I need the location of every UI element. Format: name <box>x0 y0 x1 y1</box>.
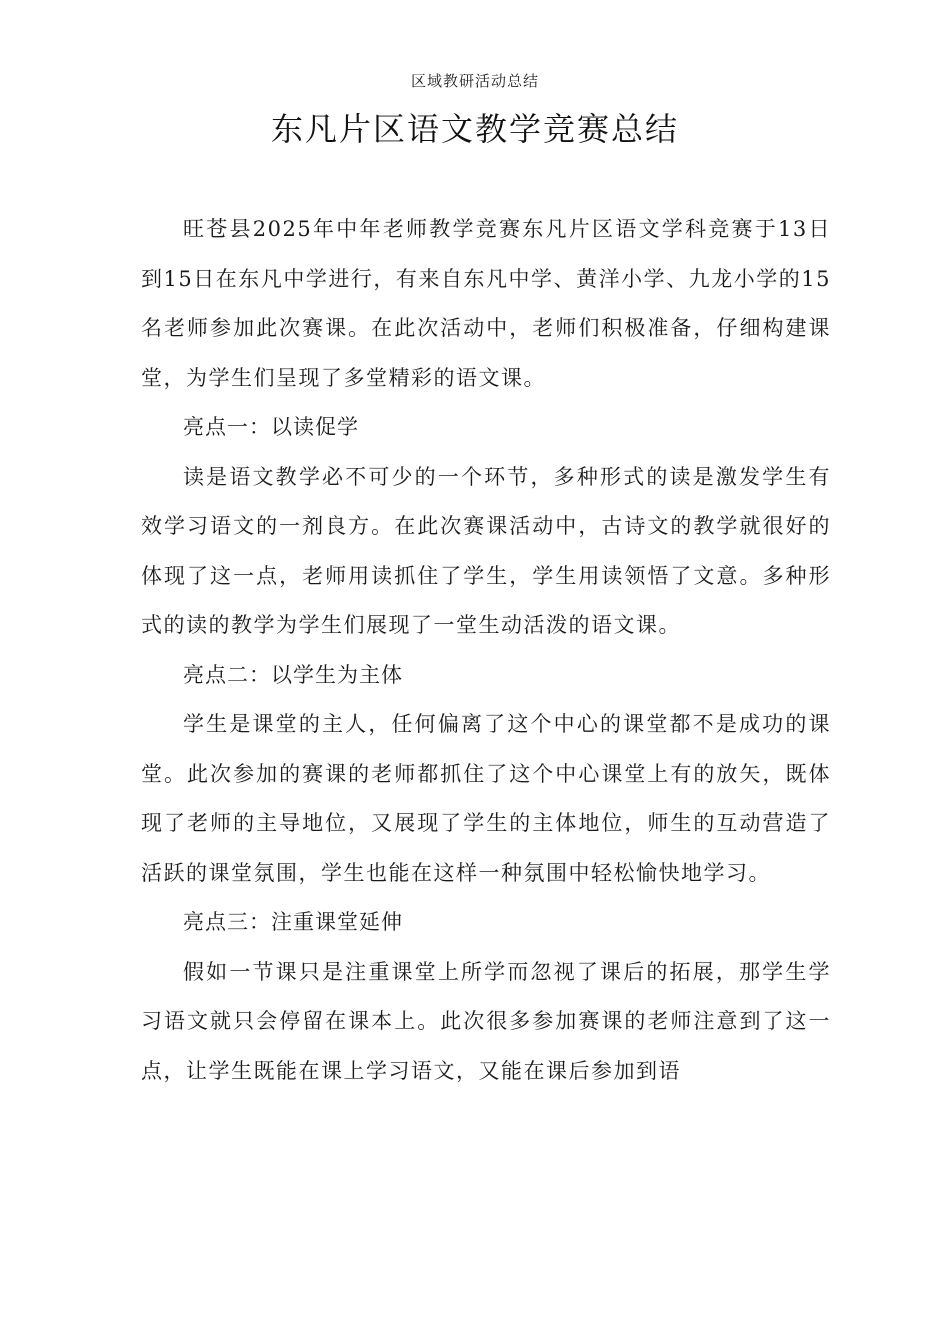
section-heading-3: 亮点三：注重课堂延伸 <box>183 910 403 934</box>
document-body <box>141 205 831 1096</box>
section-paragraph-3: 假如一节课只是注重课堂上所学而忽视了课后的拓展，那学生学习语文就只会停留在课本上。此次很多参加赛课的老师注意到了这一点，让学生既能在课上学习语文，又能在课后参加到语 <box>141 959 831 1083</box>
page-header: 区域教研活动总结 <box>410 72 539 90</box>
section-heading-2: 亮点二：以学生为主体 <box>183 662 403 687</box>
section-heading-1: 亮点一：以读促学 <box>183 415 359 439</box>
document-title: 东凡片区语文教学竞赛总结 <box>270 110 679 148</box>
section-paragraph-1: 读是语文教学必不可少的一个环节，多种形式的读是激发学生有效学习语文的一剂良方。在此次赛课活动中，古诗文的教学就很好的体现了这一点，老师用读抓住了学生，学生用读领悟了文意。多种形式的读的教学为学生们展现了一堂生动活泼的语文课。 <box>141 464 831 637</box>
section-paragraph-2: 学生是课堂的主人，任何偏离了这个中心的课堂都不是成功的课堂。此次参加的赛课的老师都抓住了这个中心课堂上有的放矢，既体现了老师的主导地位，又展现了学生的主体地位，师生的互动营造了活跃的课堂氛围，学生也能在这样一种氛围中轻松愉快地学习。 <box>141 712 831 885</box>
intro-paragraph: 旺苍县2025年中年老师教学竞赛东凡片区语文学科竞赛于13日到15日在东凡中学进行，有来自东凡中学、黄洋小学、九龙小学的15名老师参加此次赛课。在此次活动中，老师们积极准备，仔细构建课堂，为学生们呈现了多堂精彩的语文课。 <box>141 217 831 390</box>
